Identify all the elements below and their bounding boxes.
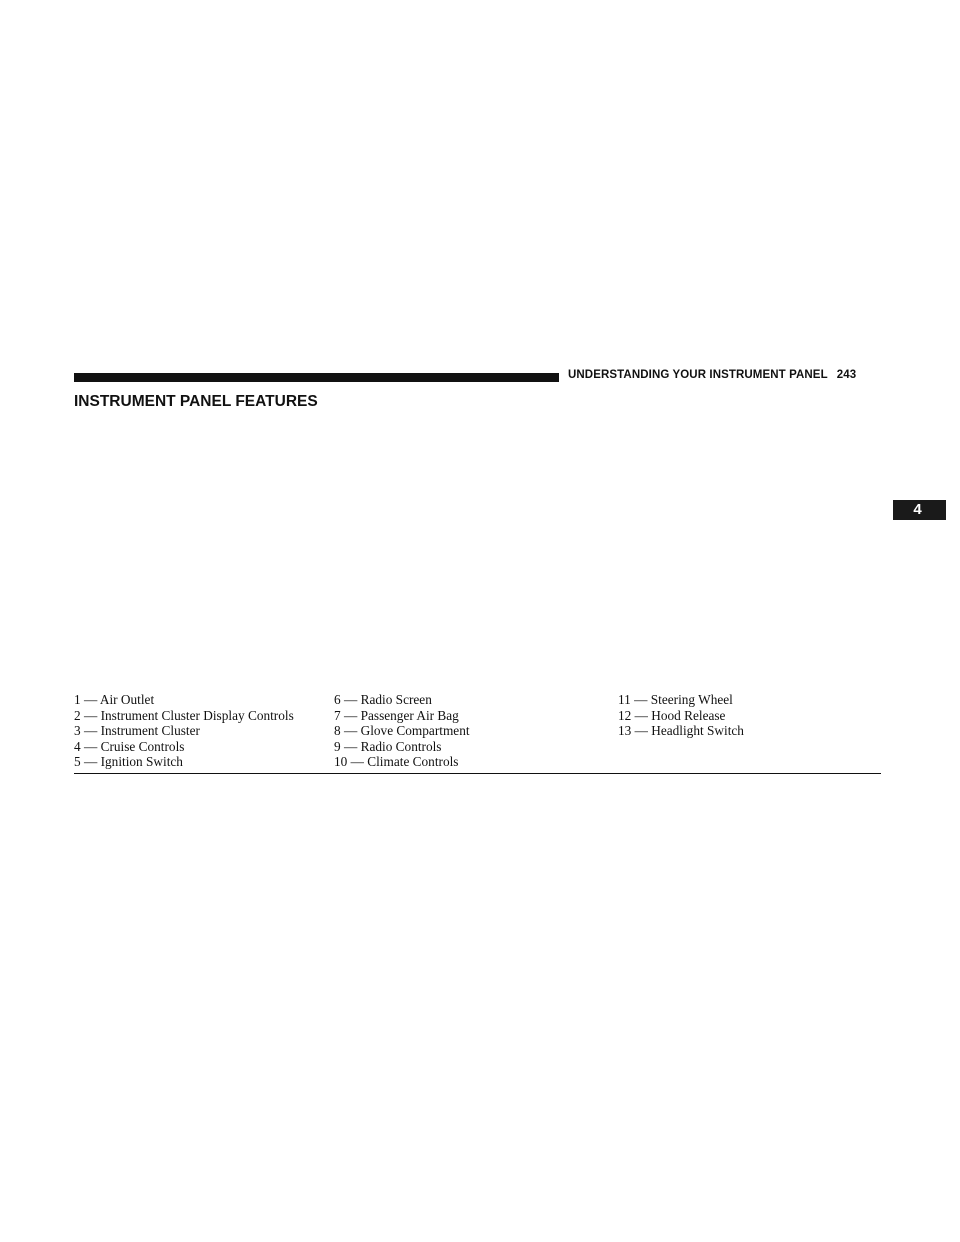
legend-item: 7 — Passenger Air Bag [334, 707, 459, 723]
legend-column-2 [334, 692, 470, 770]
legend-column-3 [618, 692, 744, 739]
legend-item: 1 — Air Outlet [74, 692, 155, 707]
legend-item: 3 — Instrument Cluster [74, 723, 200, 739]
legend-item: 11 — Steering Wheel [618, 692, 733, 707]
legend-item: 9 — Radio Controls [334, 738, 442, 754]
chapter-tab: 4 [893, 500, 946, 520]
legend-column-1 [74, 692, 294, 770]
legend-item: 8 — Glove Compartment [334, 723, 470, 739]
legend-item: 6 — Radio Screen [334, 692, 432, 707]
header-bar [74, 373, 559, 382]
legend-item: 12 — Hood Release [618, 707, 726, 723]
legend-item: 13 — Headlight Switch [618, 723, 744, 739]
page-number: 243 [836, 369, 857, 381]
section-title: INSTRUMENT PANEL FEATURES [74, 393, 318, 410]
legend-item: 5 — Ignition Switch [74, 754, 183, 770]
legend-divider [74, 773, 881, 774]
running-head [568, 369, 856, 381]
legend-item: 10 — Climate Controls [334, 754, 459, 770]
legend-item: 2 — Instrument Cluster Display Controls [74, 707, 294, 723]
running-head-title: UNDERSTANDING YOUR INSTRUMENT PANEL [568, 369, 828, 381]
legend-item: 4 — Cruise Controls [74, 738, 185, 754]
